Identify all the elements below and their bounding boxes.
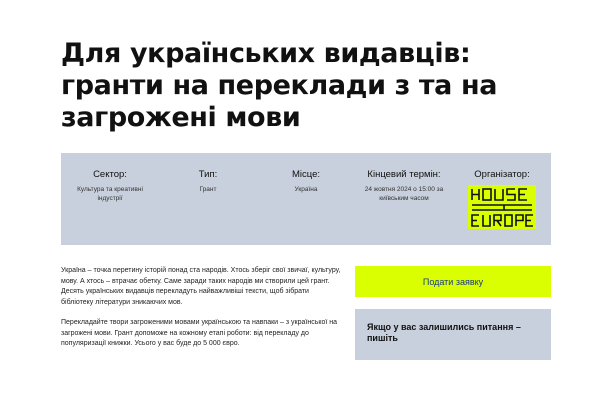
place-value: Україна <box>294 186 318 193</box>
sector-label: Сектор: <box>93 169 127 180</box>
grant-info-panel <box>61 153 551 245</box>
house-of-europe-logo[interactable] <box>468 185 536 229</box>
info-place <box>257 153 355 245</box>
description-paragraph-2: Перекладайте твори загроженими мовами українською та навпаки – з української на загрожені мови. Грант допоможе на кожному етапі роботи: від перекладу до популяризації книжки. Усього у вас буде до 5 000 євро. <box>61 319 338 347</box>
info-sector <box>61 153 159 245</box>
grant-description <box>61 266 343 360</box>
organizer-label: Організатор: <box>474 169 530 180</box>
info-organizer <box>453 153 551 245</box>
info-type <box>159 153 257 245</box>
contact-text: Якщо у вас залишились питання – пишіть <box>367 322 521 343</box>
apply-button[interactable]: Подати заявку <box>355 266 551 297</box>
deadline-value: 24 жовтня 2024 о 15:00 за київським часом <box>364 186 444 202</box>
description-paragraph-1: Україна – точка перетину історій понад ста народів. Хтось зберіг свої звичаї, культуру, мову. А хтось – втрачає обетку. Саме заради таких народів ми створили цей грант. Десять українських видавців перекладуть найважливіші тексти, щоб зібрати бібліотеку літератури зникаючих мов. <box>61 267 341 306</box>
contact-box[interactable] <box>355 309 551 360</box>
sector-value: Культура та креативні індустрії <box>77 186 143 202</box>
deadline-label: Кінцевий термін: <box>367 169 441 180</box>
type-label: Тип: <box>198 169 218 180</box>
page-title: Для українських видавців: гранти на переклади з та на загрожені мови <box>61 38 498 133</box>
info-deadline <box>355 153 453 245</box>
type-value: Грант <box>199 186 217 193</box>
place-label: Місце: <box>291 169 321 180</box>
